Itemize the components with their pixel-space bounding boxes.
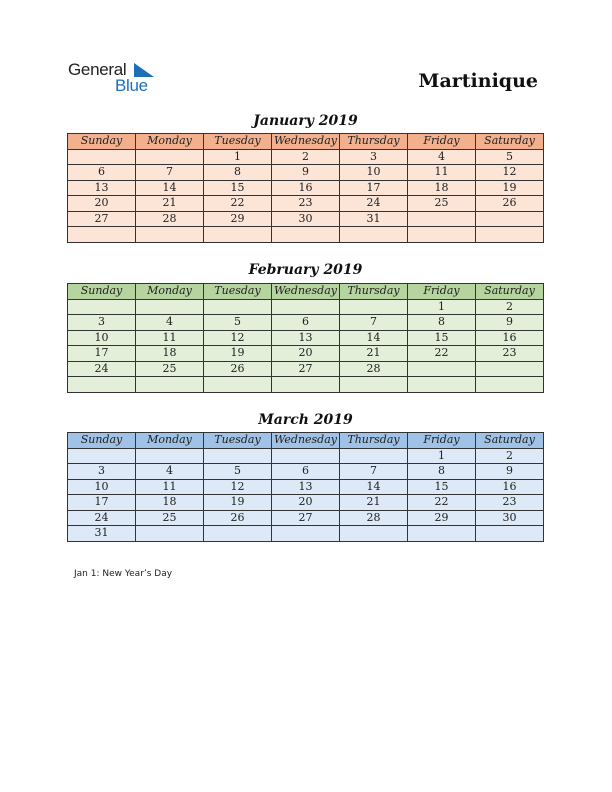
empty-day-cell [136,227,204,243]
calendar-february [67,283,544,393]
logo-general-text: General [68,60,127,79]
day-cell: 26 [476,196,544,212]
day-cell: 5 [476,149,544,165]
empty-day-cell [68,377,136,393]
empty-day-cell [68,227,136,243]
day-cell: 12 [204,479,272,495]
weekday-header: Saturday [476,284,544,300]
week-row [68,330,544,346]
day-cell: 19 [204,495,272,511]
day-cell: 16 [476,330,544,346]
empty-day-cell [408,361,476,377]
day-cell: 8 [204,165,272,181]
week-row [68,196,544,212]
weekday-header: Friday [408,134,476,150]
day-cell: 24 [68,361,136,377]
day-cell: 21 [340,495,408,511]
day-cell: 13 [272,330,340,346]
weekday-header: Monday [136,134,204,150]
weekday-header-row [68,134,544,150]
day-cell: 14 [136,180,204,196]
empty-day-cell [340,377,408,393]
day-cell: 24 [340,196,408,212]
week-row [68,479,544,495]
day-cell: 2 [476,448,544,464]
week-row [68,180,544,196]
day-cell: 17 [340,180,408,196]
day-cell: 14 [340,479,408,495]
day-cell: 4 [136,315,204,331]
day-cell: 5 [204,464,272,480]
month-title-march: March 2019 [258,412,353,428]
week-row [68,149,544,165]
day-cell: 19 [204,346,272,362]
empty-day-cell [136,526,204,542]
logo-triangle-icon [134,63,154,77]
day-cell: 27 [272,510,340,526]
week-row [68,211,544,227]
day-cell: 9 [272,165,340,181]
day-cell: 6 [272,315,340,331]
week-row [68,315,544,331]
day-cell: 27 [272,361,340,377]
week-row [68,299,544,315]
week-row [68,464,544,480]
empty-day-cell [204,448,272,464]
day-cell: 4 [408,149,476,165]
empty-day-cell [272,526,340,542]
day-cell: 26 [204,361,272,377]
weekday-header: Friday [408,284,476,300]
day-cell: 11 [136,479,204,495]
day-cell: 29 [408,510,476,526]
day-cell: 16 [476,479,544,495]
day-cell: 3 [68,315,136,331]
weekday-header: Monday [136,433,204,449]
week-row [68,448,544,464]
weekday-header: Tuesday [204,284,272,300]
week-row [68,227,544,243]
day-cell: 31 [340,211,408,227]
day-cell: 16 [272,180,340,196]
day-cell: 25 [408,196,476,212]
day-cell: 14 [340,330,408,346]
week-row [68,510,544,526]
empty-day-cell [408,377,476,393]
day-cell: 7 [136,165,204,181]
day-cell: 30 [272,211,340,227]
day-cell: 1 [408,448,476,464]
day-cell: 10 [68,330,136,346]
day-cell: 20 [68,196,136,212]
day-cell: 13 [68,180,136,196]
weekday-header: Tuesday [204,433,272,449]
empty-day-cell [476,361,544,377]
day-cell: 25 [136,510,204,526]
weekday-header: Friday [408,433,476,449]
day-cell: 28 [136,211,204,227]
day-cell: 20 [272,346,340,362]
day-cell: 15 [204,180,272,196]
empty-day-cell [272,448,340,464]
empty-day-cell [272,299,340,315]
empty-day-cell [476,377,544,393]
day-cell: 17 [68,346,136,362]
day-cell: 19 [476,180,544,196]
day-cell: 8 [408,315,476,331]
day-cell: 18 [408,180,476,196]
day-cell: 18 [136,346,204,362]
day-cell: 7 [340,315,408,331]
day-cell: 9 [476,315,544,331]
day-cell: 23 [476,346,544,362]
empty-day-cell [476,227,544,243]
empty-day-cell [272,227,340,243]
day-cell: 12 [204,330,272,346]
day-cell: 26 [204,510,272,526]
holiday-note: Jan 1: New Year’s Day [74,569,173,579]
empty-day-cell [408,227,476,243]
empty-day-cell [340,526,408,542]
empty-day-cell [204,526,272,542]
calendar-january [67,133,544,243]
empty-day-cell [340,448,408,464]
weekday-header: Wednesday [272,134,340,150]
empty-day-cell [408,526,476,542]
empty-day-cell [408,211,476,227]
weekday-header: Saturday [476,134,544,150]
day-cell: 17 [68,495,136,511]
empty-day-cell [68,448,136,464]
weekday-header: Sunday [68,433,136,449]
generalblue-logo [68,60,168,96]
empty-day-cell [68,299,136,315]
day-cell: 2 [476,299,544,315]
week-row [68,165,544,181]
day-cell: 29 [204,211,272,227]
day-cell: 18 [136,495,204,511]
empty-day-cell [272,377,340,393]
day-cell: 21 [340,346,408,362]
day-cell: 4 [136,464,204,480]
month-title-february: February 2019 [248,262,363,278]
empty-day-cell [136,448,204,464]
week-row [68,346,544,362]
day-cell: 11 [136,330,204,346]
week-row [68,526,544,542]
empty-day-cell [204,377,272,393]
day-cell: 25 [136,361,204,377]
day-cell: 3 [340,149,408,165]
day-cell: 11 [408,165,476,181]
weekday-header: Sunday [68,284,136,300]
week-row [68,495,544,511]
day-cell: 31 [68,526,136,542]
empty-day-cell [340,227,408,243]
month-title-january: January 2019 [253,113,358,129]
day-cell: 7 [340,464,408,480]
day-cell: 30 [476,510,544,526]
empty-day-cell [340,299,408,315]
empty-day-cell [136,299,204,315]
calendar-march [67,432,544,542]
day-cell: 23 [476,495,544,511]
day-cell: 6 [272,464,340,480]
day-cell: 22 [408,346,476,362]
day-cell: 13 [272,479,340,495]
empty-day-cell [136,149,204,165]
holiday-day-cell: 1 [204,149,272,165]
empty-day-cell [136,377,204,393]
weekday-header: Thursday [340,134,408,150]
logo-blue-text: Blue [115,76,148,95]
weekday-header-row [68,433,544,449]
day-cell: 10 [68,479,136,495]
empty-day-cell [68,149,136,165]
day-cell: 1 [408,299,476,315]
day-cell: 6 [68,165,136,181]
day-cell: 15 [408,330,476,346]
day-cell: 8 [408,464,476,480]
weekday-header-row [68,284,544,300]
day-cell: 28 [340,361,408,377]
day-cell: 28 [340,510,408,526]
day-cell: 21 [136,196,204,212]
country-title: Martinique [418,70,538,92]
empty-day-cell [476,526,544,542]
empty-day-cell [204,299,272,315]
empty-day-cell [476,211,544,227]
weekday-header: Monday [136,284,204,300]
day-cell: 15 [408,479,476,495]
day-cell: 9 [476,464,544,480]
weekday-header: Wednesday [272,284,340,300]
day-cell: 20 [272,495,340,511]
empty-day-cell [204,227,272,243]
day-cell: 10 [340,165,408,181]
day-cell: 22 [408,495,476,511]
weekday-header: Thursday [340,433,408,449]
week-row [68,377,544,393]
day-cell: 12 [476,165,544,181]
weekday-header: Saturday [476,433,544,449]
day-cell: 23 [272,196,340,212]
weekday-header: Tuesday [204,134,272,150]
weekday-header: Sunday [68,134,136,150]
weekday-header: Wednesday [272,433,340,449]
weekday-header: Thursday [340,284,408,300]
day-cell: 2 [272,149,340,165]
day-cell: 5 [204,315,272,331]
day-cell: 22 [204,196,272,212]
day-cell: 3 [68,464,136,480]
day-cell: 27 [68,211,136,227]
week-row [68,361,544,377]
day-cell: 24 [68,510,136,526]
